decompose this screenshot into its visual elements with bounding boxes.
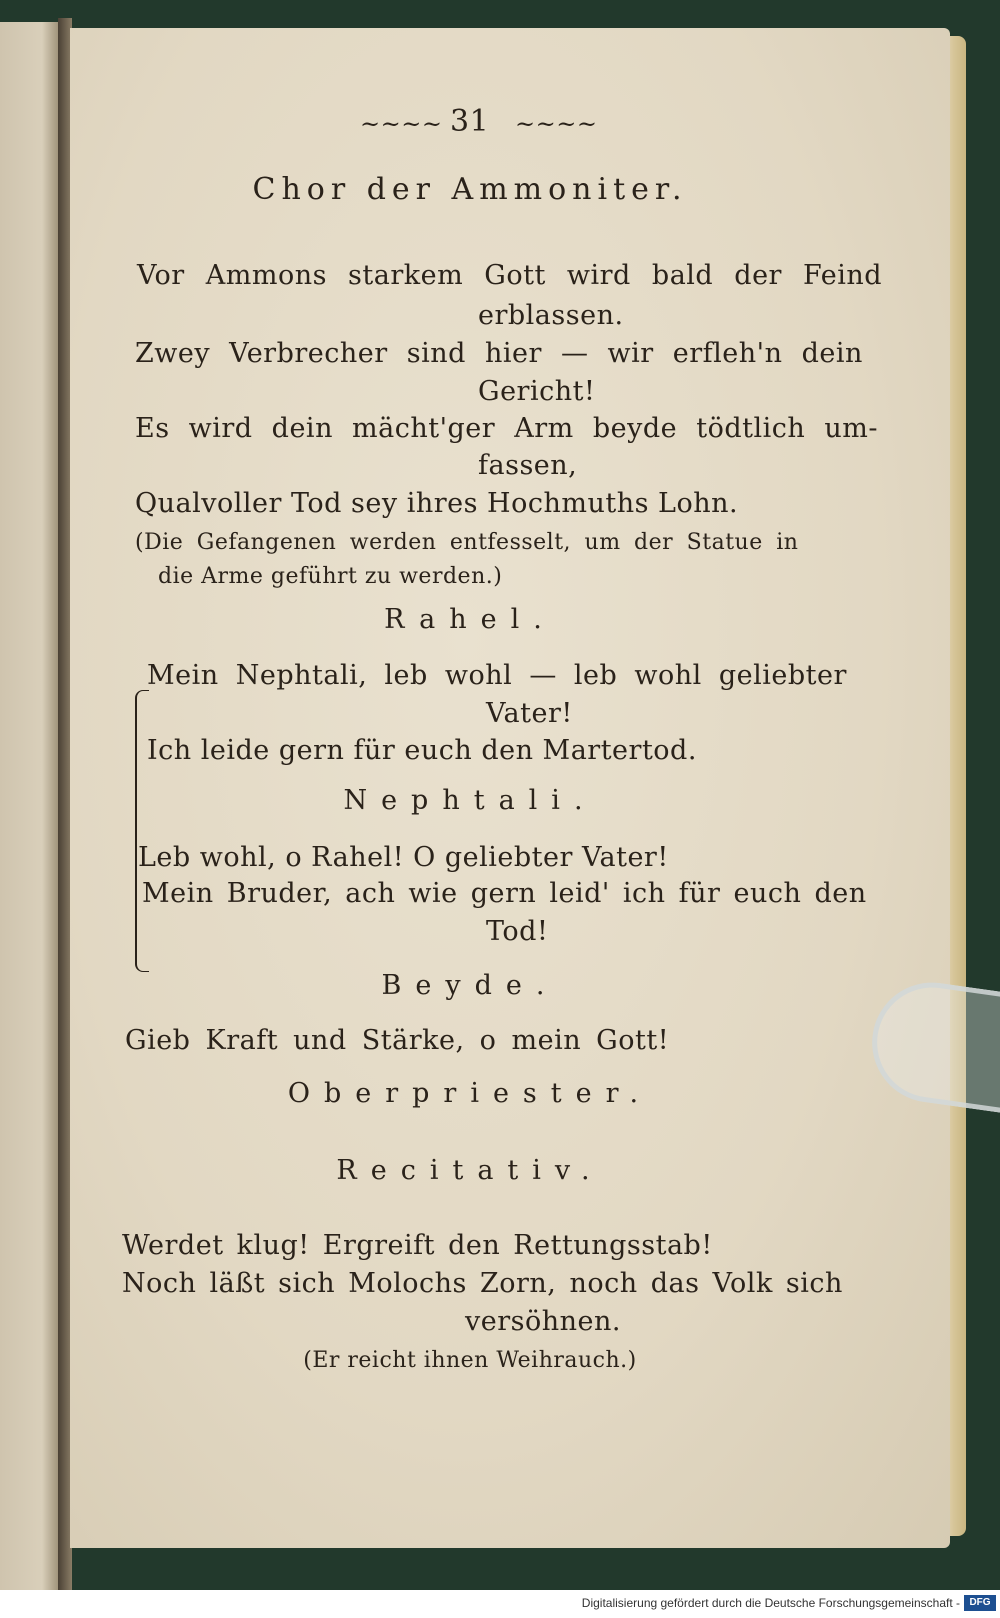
stage-direction: (Er reicht ihnen Weihrauch.) (303, 1348, 637, 1373)
section-subheading: Recitativ. (336, 1155, 604, 1186)
page-number-ornament-right: ~~~~ (515, 110, 598, 138)
digitization-footer (0, 1590, 1000, 1618)
page-number: 31 (450, 104, 490, 139)
text-line: Qualvoller Tod sey ihres Hochmuths Lohn. (135, 488, 739, 519)
text-line: Mein Bruder, ach wie gern leid' ich für euch den (142, 878, 867, 909)
text-line: versöhnen. (465, 1306, 621, 1337)
stage-direction: (Die Gefangenen werden entfesselt, um der Statue in (135, 530, 799, 555)
text-line: Ich leide gern für euch den Martertod. (147, 735, 697, 766)
footer-credit: Digitalisierung gefördert durch die Deutsche Forschungsgemeinschaft - (581, 1596, 960, 1610)
text-line: Tod! (486, 916, 549, 947)
text-line: Vater! (486, 698, 573, 729)
page-number-ornament-left: ~~~~ (360, 110, 443, 138)
speaker-name: Oberpriester. (287, 1078, 653, 1109)
section-heading: Chor der Ammoniter. (252, 172, 688, 207)
speaker-name: Beyde. (381, 970, 559, 1001)
text-line: Gieb Kraft und Stärke, o mein Gott! (125, 1025, 670, 1056)
text-line: Werdet klug! Ergreift den Rettungsstab! (122, 1230, 713, 1261)
stage-direction: die Arme geführt zu werden.) (158, 564, 503, 589)
text-line: Vor Ammons starkem Gott wird bald der Feind (137, 260, 883, 291)
text-line: Gericht! (478, 376, 596, 407)
text-line: Leb wohl, o Rahel! O geliebter Vater! (138, 842, 669, 873)
text-line: Zwey Verbrecher sind hier — wir erfleh'n dein (135, 338, 863, 369)
text-line: fassen, (478, 450, 578, 481)
text-line: erblassen. (478, 300, 624, 331)
text-line: Es wird dein mächt'ger Arm beyde tödtlich um- (135, 413, 878, 444)
dfg-logo: DFG (964, 1595, 996, 1611)
speaker-name: Rahel. (384, 604, 556, 635)
speaker-name: Nephtali. (343, 785, 597, 816)
text-line: Mein Nephtali, leb wohl — leb wohl geliebter (147, 660, 847, 691)
left-page-edge (0, 22, 63, 1590)
text-line: Noch läßt sich Molochs Zorn, noch das Volk sich (122, 1268, 843, 1299)
dialogue-bracket (135, 690, 149, 972)
